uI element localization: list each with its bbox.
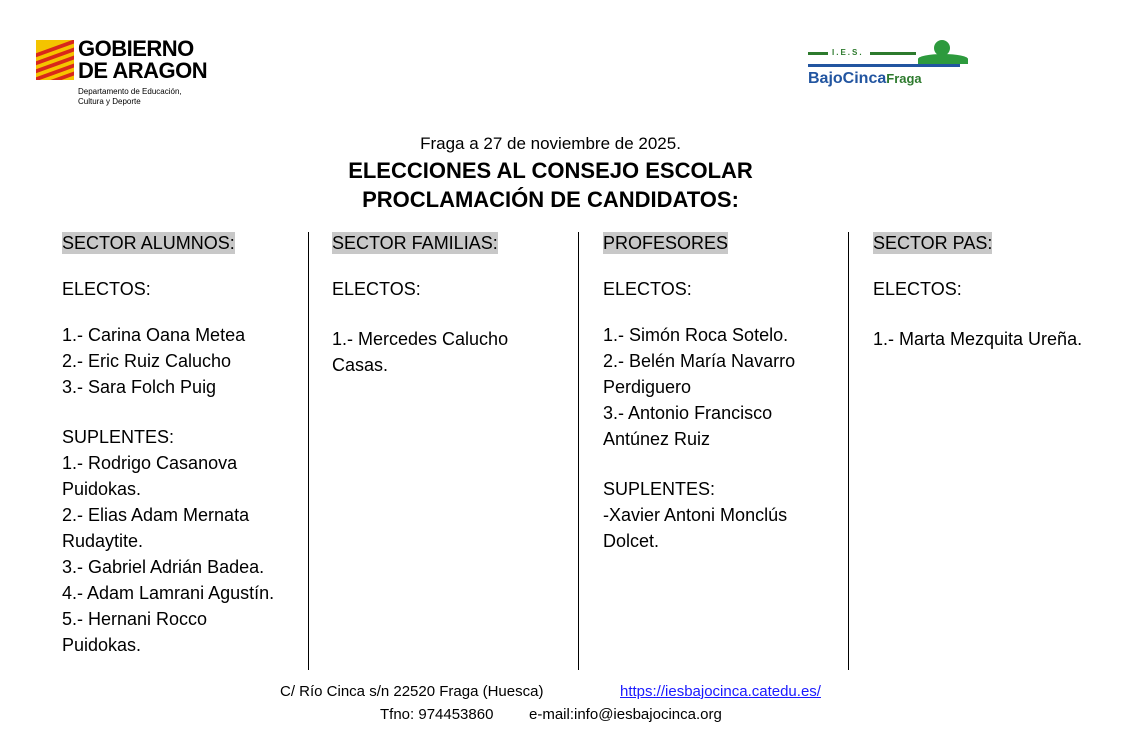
suplentes-label: SUPLENTES: (62, 427, 175, 447)
list-item: 4.- Adam Lamrani Agustín. (62, 583, 275, 603)
list-item: 1.- Mercedes Calucho (332, 329, 509, 349)
ies-label: I.E.S. (832, 48, 864, 57)
list-item: 3.- Antonio Francisco (603, 403, 773, 423)
list-item: -Xavier Antoni Monclús (603, 505, 788, 525)
ies-name: BajoCincaFraga (808, 70, 922, 87)
column-pas (873, 230, 1082, 352)
column-heading: SECTOR ALUMNOS: (62, 233, 235, 253)
column-divider (848, 232, 849, 670)
list-item: Rudaytite. (62, 531, 144, 551)
column-profesores (603, 230, 795, 554)
aragon-flag-icon (36, 40, 74, 80)
list-item: Puidokas. (62, 479, 142, 499)
list-item: 3.- Gabriel Adrián Badea. (62, 557, 265, 577)
document-subtitle: PROCLAMACIÓN DE CANDIDATOS: (362, 187, 739, 212)
list-item: 1.- Rodrigo Casanova (62, 453, 238, 473)
list-item: Antúnez Ruiz (603, 429, 711, 449)
list-item: 2.- Eric Ruiz Calucho (62, 351, 232, 371)
document-date: Fraga a 27 de noviembre de 2025. (420, 134, 681, 153)
electos-label: ELECTOS: (873, 279, 962, 299)
suplentes-label: SUPLENTES: (603, 479, 716, 499)
ies-bajo-cinca-logo (808, 40, 968, 92)
document-title: ELECCIONES AL CONSEJO ESCOLAR (348, 158, 753, 183)
list-item: 2.- Belén María Navarro (603, 351, 796, 371)
electos-label: ELECTOS: (603, 279, 692, 299)
column-heading: SECTOR FAMILIAS: (332, 233, 498, 253)
list-item: 5.- Hernani Rocco (62, 609, 208, 629)
logo-sub-1: Departamento de Educación, (78, 87, 182, 96)
logo-sub-2: Cultura y Deporte (78, 97, 141, 106)
list-item: 3.- Sara Folch Puig (62, 377, 217, 397)
column-divider (308, 232, 309, 670)
electos-label: ELECTOS: (332, 279, 421, 299)
column-alumnos (62, 230, 274, 658)
logo-line-1: GOBIERNO (78, 36, 194, 61)
list-item: 2.- Elias Adam Mernata (62, 505, 250, 525)
gobierno-aragon-logo (30, 34, 220, 110)
list-item: Perdiguero (603, 377, 692, 397)
column-heading: PROFESORES (603, 233, 729, 253)
list-item: 1.- Carina Oana Metea (62, 325, 246, 345)
footer-email: e-mail:info@iesbajocinca.org (529, 706, 722, 723)
footer-address: C/ Río Cinca s/n 22520 Fraga (Huesca) (280, 683, 544, 700)
list-item: Dolcet. (603, 531, 660, 551)
list-item: 1.- Simón Roca Sotelo. (603, 325, 789, 345)
column-familias (332, 230, 508, 378)
column-divider (578, 232, 579, 670)
column-heading: SECTOR PAS: (873, 233, 993, 253)
footer-phone: Tfno: 974453860 (380, 706, 494, 723)
electos-label: ELECTOS: (62, 279, 151, 299)
list-item: 1.- Marta Mezquita Ureña. (873, 329, 1083, 349)
list-item: Casas. (332, 355, 389, 375)
logo-line-2: DE ARAGON (78, 58, 208, 83)
footer-website-link[interactable]: https://iesbajocinca.catedu.es/ (620, 683, 821, 700)
list-item: Puidokas. (62, 635, 142, 655)
